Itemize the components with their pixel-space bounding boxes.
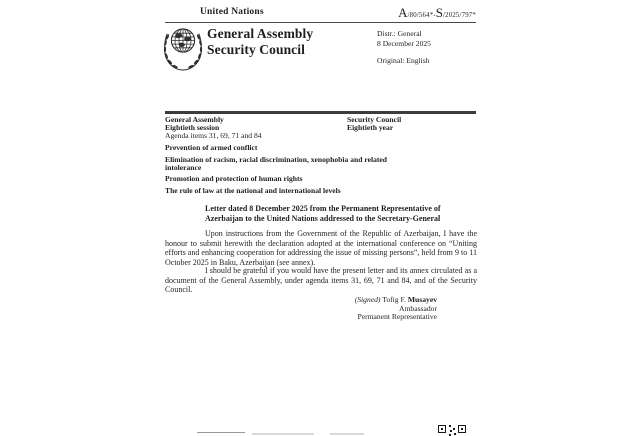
date-line: 8 December 2025 [377,38,431,48]
letter-title-line2: Azerbaijan to the United Nations addressed to the Secretary-General [205,214,441,223]
agenda-item: The rule of law at the national and international levels [165,186,341,196]
signer-role-2: Permanent Representative [357,312,437,322]
footnote-separator [197,432,245,433]
symbol-council-letter: S [435,5,444,20]
symbol-assembly-number: /80/564*- [407,12,436,19]
section-divider [165,111,476,114]
header-divider [165,22,476,23]
council-session-block [347,116,401,132]
signature-block [355,296,437,322]
council-year: Eightieth year [347,123,394,132]
agenda-item: Elimination of racism, racial discrimination, xenophobia and related intolerance [165,154,387,172]
symbol-assembly-letter: A [398,5,408,20]
footer-faint-text [252,433,314,435]
letter-paragraph-2: I should be grateful if you would have the present letter and its annex circulated as a document of the General Assembly, under agenda items 31, 69, 71 and 84, and of the Security Council. [165,266,477,295]
qr-code-icon [438,425,466,436]
assembly-organ: General Assembly [165,115,224,124]
signer-role-1: Ambassador [399,303,437,313]
security-council-title: Security Council [207,41,305,57]
letter-title-line1: Letter dated 8 December 2025 from the Permanent Representative of [205,204,441,213]
agenda-item-titles [165,144,391,199]
organ-titles [207,26,313,57]
council-organ: Security Council [347,115,402,124]
signer-name: Tofig F. [380,295,408,304]
agenda-item: Prevention of armed conflict [165,143,258,152]
letter-paragraph-1: Upon instructions from the Government of the Republic of Azerbaijan, I have the honour to submit herewith the declaration adopted at the international conference on “Uniting efforts and enhancing cooperation for addressing the issue of missing persons”, held from 9 to 11 October 2025 in Baku, Azerbaijan (see annex). [165,229,477,267]
un-emblem-icon [160,25,206,73]
letter-title [205,204,455,224]
signed-label: (Signed) [354,295,381,304]
org-name: United Nations [200,7,264,17]
general-assembly-title: General Assembly [207,26,314,41]
assembly-session: Eightieth session [165,123,220,132]
assembly-session-block [165,116,262,140]
agenda-item: Promotion and protection of human rights [165,174,303,184]
distribution-block [377,29,431,66]
signer-surname: Musayev [407,295,437,304]
agenda-items-ref: Agenda items 31, 69, 71 and 84 [165,131,262,140]
distr-line: Distr.: General [377,29,422,38]
footer-faint-text [330,433,364,435]
symbol-council-number: /2025/797* [443,12,476,19]
document-symbol [398,4,476,22]
original-language-line: Original: English [377,56,430,66]
